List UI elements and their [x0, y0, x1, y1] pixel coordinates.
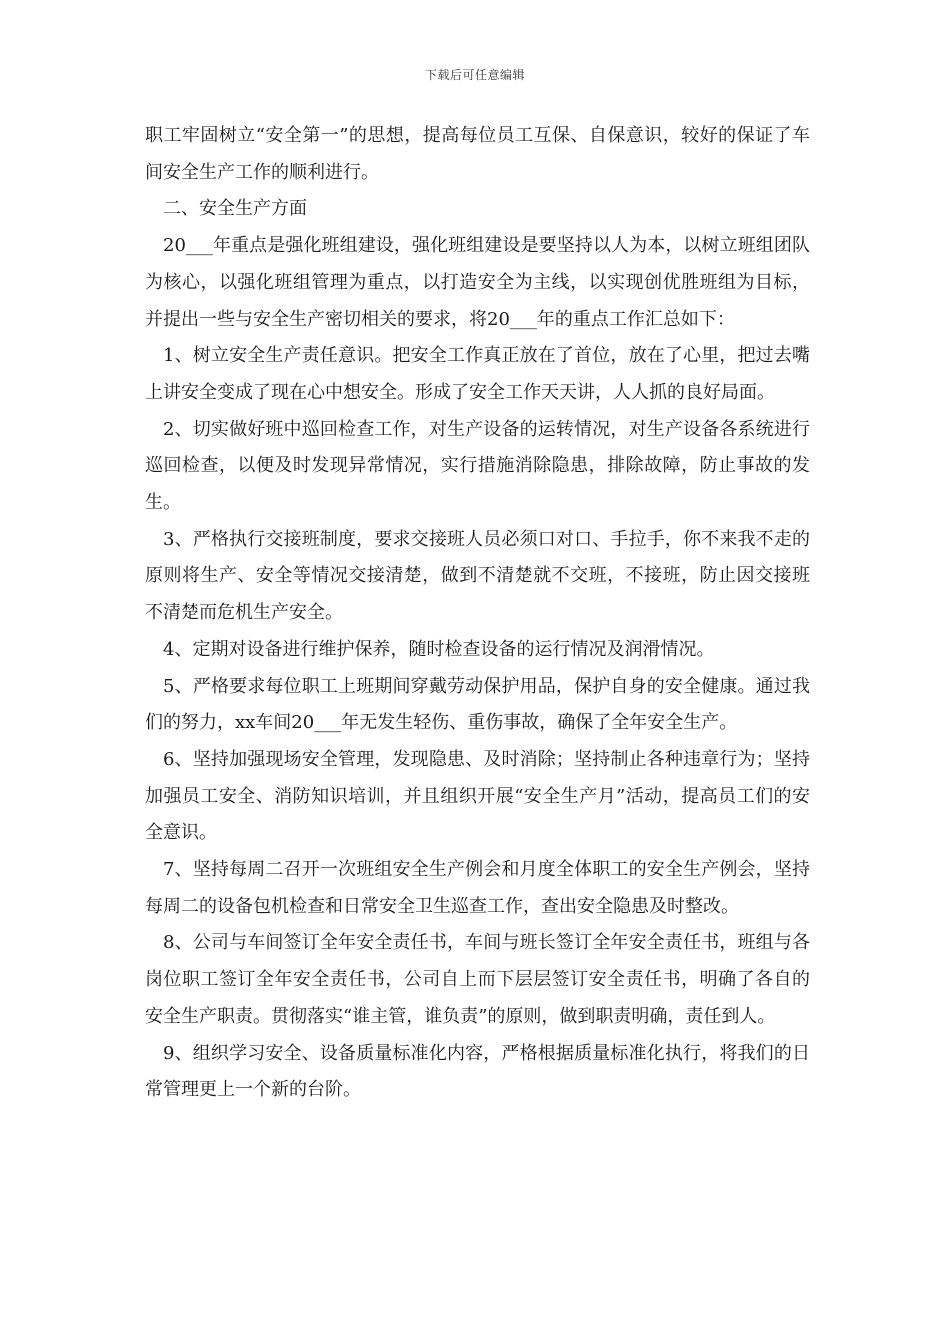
paragraph-intro: 20___年重点是强化班组建设，强化班组建设是要坚持以人为本，以树立班组团队为核心，以强化班组管理为重点，以打造安全为主线，以实现创优胜班组为目标，并提出一些与安全生产密切相关的要求，将20___年的重点工作汇总如下： [145, 235, 810, 330]
list-item-9: 9、组织学习安全、设备质量标准化内容，严格根据质量标准化执行，将我们的日常管理更上一个新的台阶。 [145, 1042, 810, 1101]
document-body [145, 118, 810, 1109]
list-item-7: 7、坚持每周二召开一次班组安全生产例会和月度全体职工的安全生产例会，坚持每周二的设备包机检查和日常安全卫生巡查工作，查出安全隐患及时整改。 [145, 859, 810, 917]
list-item-6: 6、坚持加强现场安全管理，发现隐患、及时消除；坚持制止各种违章行为；坚持加强员工安全、消防知识培训，并且组织开展“安全生产月”活动，提高员工们的安全意识。 [145, 748, 810, 844]
list-item-5: 5、严格要求每位职工上班期间穿戴劳动保护用品，保护自身的安全健康。通过我们的努力，xx车间20___年无发生轻伤、重伤事故，确保了全年安全生产。 [145, 675, 810, 734]
section-heading: 二、安全生产方面 [163, 198, 307, 220]
paragraph-continuation: 职工牢固树立“安全第一”的思想，提高每位员工互保、自保意识，较好的保证了车间安全生产工作的顺利进行。 [145, 125, 810, 183]
list-item-1: 1、树立安全生产责任意识。把安全工作真正放在了首位，放在了心里，把过去嘴上讲安全变成了现在心中想安全。形成了安全工作天天讲，人人抓的良好局面。 [145, 345, 810, 403]
list-item-2: 2、切实做好班中巡回检查工作，对生产设备的运转情况，对生产设备各系统进行巡回检查，以便及时发现异常情况，实行措施消除隐患，排除故障，防止事故的发生。 [145, 418, 810, 514]
page-header: 下载后可任意编辑 [424, 68, 525, 82]
list-item-3: 3、严格执行交接班制度，要求交接班人员必须口对口、手拉手，你不来我不走的原则将生产、安全等情况交接清楚，做到不清楚就不交班，不接班，防止因交接班不清楚而危机生产安全。 [145, 528, 810, 624]
list-item-8: 8、公司与车间签订全年安全责任书，车间与班长签订全年安全责任书，班组与各岗位职工签订全年安全责任书，公司自上而下层层签订安全责任书，明确了各自的安全生产职责。贯彻落实“谁主管，谁负责”的原则，做到职责明确，责任到人。 [145, 932, 810, 1027]
list-item-4: 4、定期对设备进行维护保养，随时检查设备的运行情况及润滑情况。 [163, 638, 715, 660]
